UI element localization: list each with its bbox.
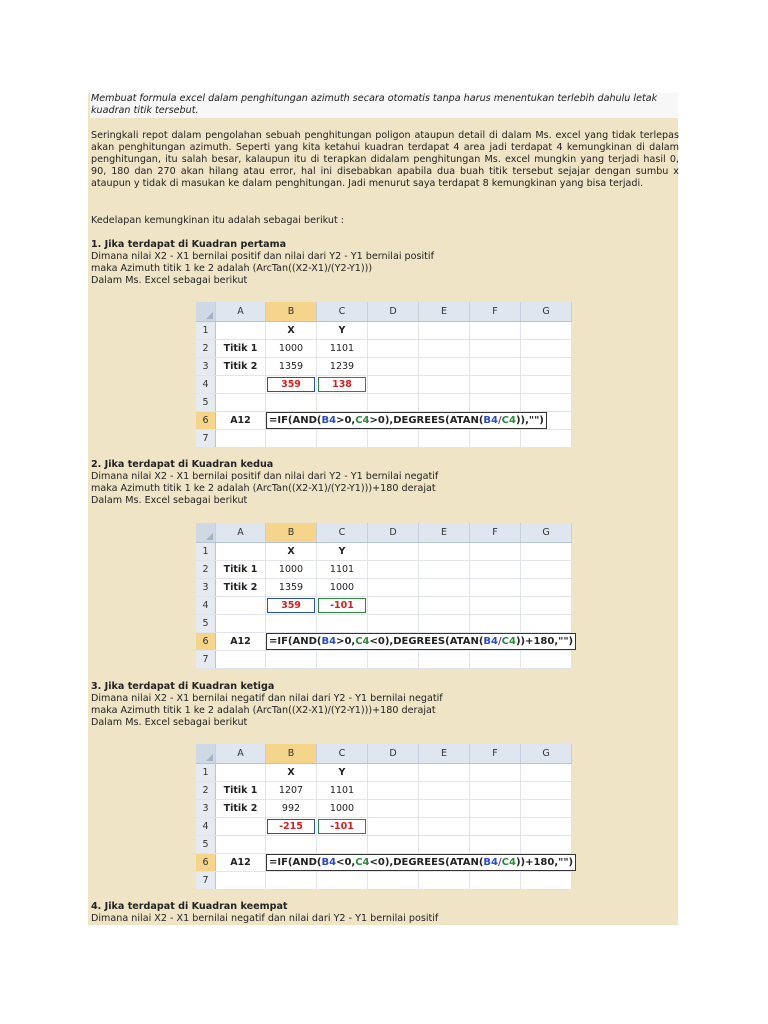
cell[interactable] xyxy=(470,764,521,781)
cell[interactable] xyxy=(317,615,368,632)
formula-token: C4 xyxy=(501,636,516,647)
sheet-row xyxy=(196,543,572,561)
row-header[interactable]: 5 xyxy=(196,836,216,853)
cell[interactable] xyxy=(470,579,521,596)
formula-token: <0),DEGREES(ATAN( xyxy=(369,636,484,647)
section-line: maka Azimuth titik 1 ke 2 adalah (ArcTan((X2-X1)/(Y2-Y1)))+180 derajat xyxy=(91,705,436,716)
select-all-corner[interactable] xyxy=(196,302,216,321)
column-header[interactable]: A xyxy=(216,302,266,321)
cell[interactable] xyxy=(317,872,368,889)
row-header[interactable]: 6 xyxy=(196,412,216,429)
cell[interactable] xyxy=(521,597,572,614)
cell[interactable] xyxy=(419,836,470,853)
column-header[interactable]: B xyxy=(266,744,317,763)
cell[interactable] xyxy=(470,358,521,375)
cell[interactable] xyxy=(216,597,266,614)
cell[interactable] xyxy=(521,764,572,781)
formula-token: =IF(AND( xyxy=(269,636,322,647)
cell[interactable] xyxy=(368,782,419,799)
cell[interactable] xyxy=(216,615,266,632)
cell[interactable]: Titik 1 xyxy=(216,782,266,799)
cell[interactable] xyxy=(216,322,266,339)
section-line: Dalam Ms. Excel sebagai berikut xyxy=(91,275,248,286)
column-header[interactable]: E xyxy=(419,523,470,542)
cell[interactable] xyxy=(368,340,419,357)
row-header[interactable]: 7 xyxy=(196,651,216,668)
cell[interactable] xyxy=(419,872,470,889)
cell[interactable]: A12 xyxy=(216,412,266,429)
cell[interactable] xyxy=(216,836,266,853)
cell[interactable] xyxy=(470,561,521,578)
cell[interactable] xyxy=(521,358,572,375)
formula-token: )),"") xyxy=(515,415,544,426)
select-all-corner[interactable] xyxy=(196,523,216,542)
formula-cell[interactable] xyxy=(266,412,547,429)
column-header[interactable]: E xyxy=(419,302,470,321)
cell[interactable]: Titik 1 xyxy=(216,561,266,578)
row-header[interactable]: 2 xyxy=(196,561,216,578)
cell[interactable]: X xyxy=(266,764,317,781)
formula-token: C4 xyxy=(355,636,370,647)
cell[interactable]: 1000 xyxy=(266,561,317,578)
cell[interactable]: Titik 2 xyxy=(216,579,266,596)
formula-token: / xyxy=(497,636,502,647)
cell[interactable]: 1239 xyxy=(317,358,368,375)
cell[interactable] xyxy=(521,340,572,357)
cell[interactable] xyxy=(368,836,419,853)
cell[interactable] xyxy=(470,836,521,853)
cell-dx[interactable]: 359 xyxy=(266,597,317,614)
section-title: 4. Jika terdapat di Kuadran keempat xyxy=(91,901,288,912)
cell[interactable] xyxy=(317,651,368,668)
column-header[interactable]: G xyxy=(521,302,572,321)
section-line: Dimana nilai X2 - X1 bernilai positif dan nilai dari Y2 - Y1 bernilai positif xyxy=(91,251,434,262)
sheet-row xyxy=(196,412,572,430)
cell[interactable] xyxy=(419,818,470,835)
cell[interactable] xyxy=(419,394,470,411)
cell[interactable]: Y xyxy=(317,322,368,339)
sheet-row xyxy=(196,633,572,651)
cell[interactable] xyxy=(521,872,572,889)
cell[interactable]: 1000 xyxy=(266,340,317,357)
cell[interactable] xyxy=(266,430,317,447)
cell[interactable] xyxy=(368,800,419,817)
column-header[interactable]: C xyxy=(317,302,368,321)
cell[interactable] xyxy=(521,800,572,817)
formula-cell[interactable] xyxy=(266,633,576,650)
cell[interactable] xyxy=(419,358,470,375)
cell[interactable] xyxy=(419,543,470,560)
cell[interactable] xyxy=(368,394,419,411)
formula-token: C4 xyxy=(501,415,516,426)
cell[interactable] xyxy=(521,818,572,835)
row-header[interactable]: 7 xyxy=(196,872,216,889)
cell[interactable] xyxy=(521,579,572,596)
cell-dy[interactable]: -101 xyxy=(317,597,368,614)
formula-token: B4 xyxy=(321,857,337,868)
cell[interactable] xyxy=(521,376,572,393)
row-header[interactable]: 6 xyxy=(196,854,216,871)
section-line: Dimana nilai X2 - X1 bernilai negatif dan nilai dari Y2 - Y1 bernilai negatif xyxy=(91,693,443,704)
cell[interactable] xyxy=(368,615,419,632)
formula-cell[interactable] xyxy=(266,854,576,871)
intro-text: Membuat formula excel dalam penghitungan azimuth secara otomatis tanpa harus menentukan terlebih dahulu letak kuadran titik tersebut. xyxy=(91,93,658,116)
section-line: maka Azimuth titik 1 ke 2 adalah (ArcTan((X2-X1)/(Y2-Y1))) xyxy=(91,263,373,274)
formula-token: B4 xyxy=(483,415,498,426)
cell-dx[interactable]: -215 xyxy=(266,818,317,835)
cell[interactable]: 1359 xyxy=(266,358,317,375)
cell[interactable] xyxy=(470,615,521,632)
sheet-row xyxy=(196,322,572,340)
formula-token: / xyxy=(497,857,502,868)
row-header[interactable]: 4 xyxy=(196,818,216,835)
cell[interactable]: 1359 xyxy=(266,579,317,596)
cell[interactable] xyxy=(317,430,368,447)
cell[interactable]: 1207 xyxy=(266,782,317,799)
cell[interactable] xyxy=(266,651,317,668)
cell[interactable] xyxy=(266,394,317,411)
formula-token: <0),DEGREES(ATAN( xyxy=(369,857,484,868)
section-1 xyxy=(91,239,679,287)
cell[interactable] xyxy=(470,394,521,411)
section-line: Dimana nilai X2 - X1 bernilai negatif dan nilai dari Y2 - Y1 bernilai positif xyxy=(91,913,439,924)
column-header[interactable]: C xyxy=(317,744,368,763)
cell[interactable]: Y xyxy=(317,764,368,781)
cell[interactable] xyxy=(216,872,266,889)
cell[interactable] xyxy=(521,836,572,853)
section-line: Dalam Ms. Excel sebagai berikut xyxy=(91,495,248,506)
section-2 xyxy=(91,459,679,507)
sheet-row xyxy=(196,340,572,358)
row-header[interactable]: 6 xyxy=(196,633,216,650)
section-4 xyxy=(91,901,679,925)
column-header[interactable]: E xyxy=(419,744,470,763)
sheet-row xyxy=(196,561,572,579)
formula-token: >0, xyxy=(336,636,356,647)
cell[interactable] xyxy=(521,322,572,339)
cell[interactable] xyxy=(368,358,419,375)
sheet-row xyxy=(196,615,572,633)
row-header[interactable]: 2 xyxy=(196,782,216,799)
cell[interactable] xyxy=(470,322,521,339)
cell[interactable]: Y xyxy=(317,543,368,560)
formula-token: =IF(AND( xyxy=(269,857,322,868)
row-header[interactable]: 1 xyxy=(196,322,216,339)
cell[interactable] xyxy=(470,376,521,393)
row-header[interactable]: 3 xyxy=(196,579,216,596)
formula-token: C4 xyxy=(355,415,370,426)
column-header[interactable]: D xyxy=(368,302,419,321)
spreadsheet-screenshot xyxy=(196,302,572,448)
cell[interactable] xyxy=(470,340,521,357)
cell[interactable] xyxy=(419,597,470,614)
formula-token: >0, xyxy=(336,415,356,426)
sheet-row xyxy=(196,872,572,890)
cell[interactable] xyxy=(368,579,419,596)
spreadsheet-screenshot xyxy=(196,744,572,890)
column-header[interactable]: G xyxy=(521,744,572,763)
row-header[interactable]: 5 xyxy=(196,615,216,632)
column-header[interactable]: F xyxy=(470,302,521,321)
cell[interactable] xyxy=(419,561,470,578)
cell[interactable] xyxy=(317,394,368,411)
cell[interactable] xyxy=(368,651,419,668)
cell[interactable] xyxy=(419,430,470,447)
cell[interactable]: 1101 xyxy=(317,561,368,578)
cell[interactable] xyxy=(470,800,521,817)
formula-token: B4 xyxy=(483,857,498,868)
cell[interactable] xyxy=(521,394,572,411)
sheet-row xyxy=(196,358,572,376)
cell[interactable] xyxy=(216,651,266,668)
cell[interactable] xyxy=(368,543,419,560)
column-header-row xyxy=(196,302,572,322)
column-header-row xyxy=(196,744,572,764)
cell[interactable]: Titik 2 xyxy=(216,358,266,375)
cell[interactable] xyxy=(216,376,266,393)
sheet-row xyxy=(196,376,572,394)
column-header[interactable]: F xyxy=(470,744,521,763)
formula-token: B4 xyxy=(321,636,337,647)
cell[interactable]: X xyxy=(266,543,317,560)
formula-token: =IF(AND( xyxy=(269,415,322,426)
cell[interactable] xyxy=(419,782,470,799)
formula-token: ))+180,"") xyxy=(515,636,574,647)
cell[interactable] xyxy=(368,561,419,578)
cell[interactable] xyxy=(470,543,521,560)
column-header[interactable]: F xyxy=(470,523,521,542)
formula-token: / xyxy=(497,415,502,426)
intro-paragraph: Seringkali repot dalam pengolahan sebuah penghitungan poligon ataupun detail di dalam Ms. excel yang tidak terlepas akan penghitungan azimuth. Seperti yang kita ketahui kuadran terdapat 4 area jadi terdapat 4 kemungkinan di dalam penghitungan, itu salah besar, kalaupun itu di terapkan didalam penghitungan Ms. excel mungkin yang terjadi hasil 0, 90, 180 dan 270 akan hilang atau error, hal ini disebabkan apabila dua buah titik tersebut sejajar dengan sumbu x ataupun y tidak di masukan ke dalam penghitungan. Jadi menurut saya terdapat 8 kemungkinan yang bisa terjadi. xyxy=(91,130,679,189)
section-line: Dimana nilai X2 - X1 bernilai positif dan nilai dari Y2 - Y1 bernilai negatif xyxy=(91,471,439,482)
section-title: 3. Jika terdapat di Kuadran ketiga xyxy=(91,681,275,692)
formula-token: C4 xyxy=(501,857,516,868)
cell[interactable]: 1101 xyxy=(317,340,368,357)
cell[interactable] xyxy=(419,579,470,596)
section-line: maka Azimuth titik 1 ke 2 adalah (ArcTan((X2-X1)/(Y2-Y1)))+180 derajat xyxy=(91,483,436,494)
cell[interactable] xyxy=(521,782,572,799)
row-header[interactable]: 3 xyxy=(196,800,216,817)
cell[interactable] xyxy=(470,818,521,835)
cell[interactable] xyxy=(470,782,521,799)
sheet-row xyxy=(196,597,572,615)
sheet-row xyxy=(196,818,572,836)
cell[interactable] xyxy=(521,615,572,632)
column-header[interactable]: G xyxy=(521,523,572,542)
column-header[interactable]: C xyxy=(317,523,368,542)
select-all-corner[interactable] xyxy=(196,744,216,763)
cell[interactable] xyxy=(521,430,572,447)
cell[interactable] xyxy=(317,836,368,853)
row-header[interactable]: 5 xyxy=(196,394,216,411)
cell[interactable] xyxy=(368,872,419,889)
section-title: 2. Jika terdapat di Kuadran kedua xyxy=(91,459,274,470)
cell[interactable] xyxy=(368,376,419,393)
column-header-row xyxy=(196,523,572,543)
cell[interactable] xyxy=(521,651,572,668)
row-header[interactable]: 7 xyxy=(196,430,216,447)
sheet-row xyxy=(196,800,572,818)
row-header[interactable]: 1 xyxy=(196,543,216,560)
cell[interactable]: Titik 1 xyxy=(216,340,266,357)
sheet-row xyxy=(196,430,572,448)
cell[interactable]: 1000 xyxy=(317,800,368,817)
cell[interactable] xyxy=(470,651,521,668)
cell-dy[interactable]: 138 xyxy=(317,376,368,393)
formula-token: >0),DEGREES(ATAN( xyxy=(369,415,484,426)
formula-token: ))+180,"") xyxy=(515,857,574,868)
sheet-row xyxy=(196,854,572,872)
cell[interactable] xyxy=(419,322,470,339)
cell[interactable] xyxy=(266,836,317,853)
cell[interactable] xyxy=(216,764,266,781)
cell[interactable] xyxy=(419,340,470,357)
spreadsheet-screenshot xyxy=(196,523,572,669)
cell[interactable]: A12 xyxy=(216,633,266,650)
sheet-row xyxy=(196,394,572,412)
cell[interactable] xyxy=(470,430,521,447)
formula-token: B4 xyxy=(321,415,337,426)
column-header[interactable]: D xyxy=(368,523,419,542)
formula-token: <0, xyxy=(336,857,356,868)
formula-token: C4 xyxy=(355,857,370,868)
cell[interactable] xyxy=(216,818,266,835)
cell[interactable] xyxy=(419,764,470,781)
cell[interactable] xyxy=(470,872,521,889)
column-header[interactable]: A xyxy=(216,744,266,763)
formula-token: B4 xyxy=(483,636,498,647)
cell[interactable]: X xyxy=(266,322,317,339)
cell[interactable] xyxy=(216,394,266,411)
section-title: 1. Jika terdapat di Kuadran pertama xyxy=(91,239,287,250)
cell[interactable] xyxy=(470,597,521,614)
row-header[interactable]: 4 xyxy=(196,597,216,614)
section-3 xyxy=(91,681,679,729)
row-header[interactable]: 3 xyxy=(196,358,216,375)
cell[interactable] xyxy=(419,376,470,393)
cell[interactable]: 1101 xyxy=(317,782,368,799)
cell[interactable] xyxy=(368,322,419,339)
cell[interactable]: 1000 xyxy=(317,579,368,596)
cell[interactable]: A12 xyxy=(216,854,266,871)
cell[interactable] xyxy=(419,800,470,817)
cell-dy[interactable]: -101 xyxy=(317,818,368,835)
cell[interactable] xyxy=(266,615,317,632)
column-header[interactable]: B xyxy=(266,523,317,542)
column-header[interactable]: B xyxy=(266,302,317,321)
cell[interactable] xyxy=(368,430,419,447)
sheet-row xyxy=(196,579,572,597)
column-header[interactable]: D xyxy=(368,744,419,763)
section-line: Dalam Ms. Excel sebagai berikut xyxy=(91,717,248,728)
cell[interactable] xyxy=(266,872,317,889)
lead-text: Kedelapan kemungkinan itu adalah sebagai berikut : xyxy=(91,215,344,226)
cell[interactable]: Titik 2 xyxy=(216,800,266,817)
column-header[interactable]: A xyxy=(216,523,266,542)
sheet-row xyxy=(196,651,572,669)
row-header[interactable]: 4 xyxy=(196,376,216,393)
cell[interactable]: 992 xyxy=(266,800,317,817)
cell[interactable] xyxy=(368,764,419,781)
row-header[interactable]: 2 xyxy=(196,340,216,357)
cell-dx[interactable]: 359 xyxy=(266,376,317,393)
cell[interactable] xyxy=(368,597,419,614)
cell[interactable] xyxy=(521,543,572,560)
cell[interactable] xyxy=(419,651,470,668)
sheet-row xyxy=(196,836,572,854)
cell[interactable] xyxy=(216,430,266,447)
row-header[interactable]: 1 xyxy=(196,764,216,781)
cell[interactable] xyxy=(368,818,419,835)
cell[interactable] xyxy=(216,543,266,560)
cell[interactable] xyxy=(521,561,572,578)
sheet-row xyxy=(196,764,572,782)
cell[interactable] xyxy=(419,615,470,632)
sheet-row xyxy=(196,782,572,800)
